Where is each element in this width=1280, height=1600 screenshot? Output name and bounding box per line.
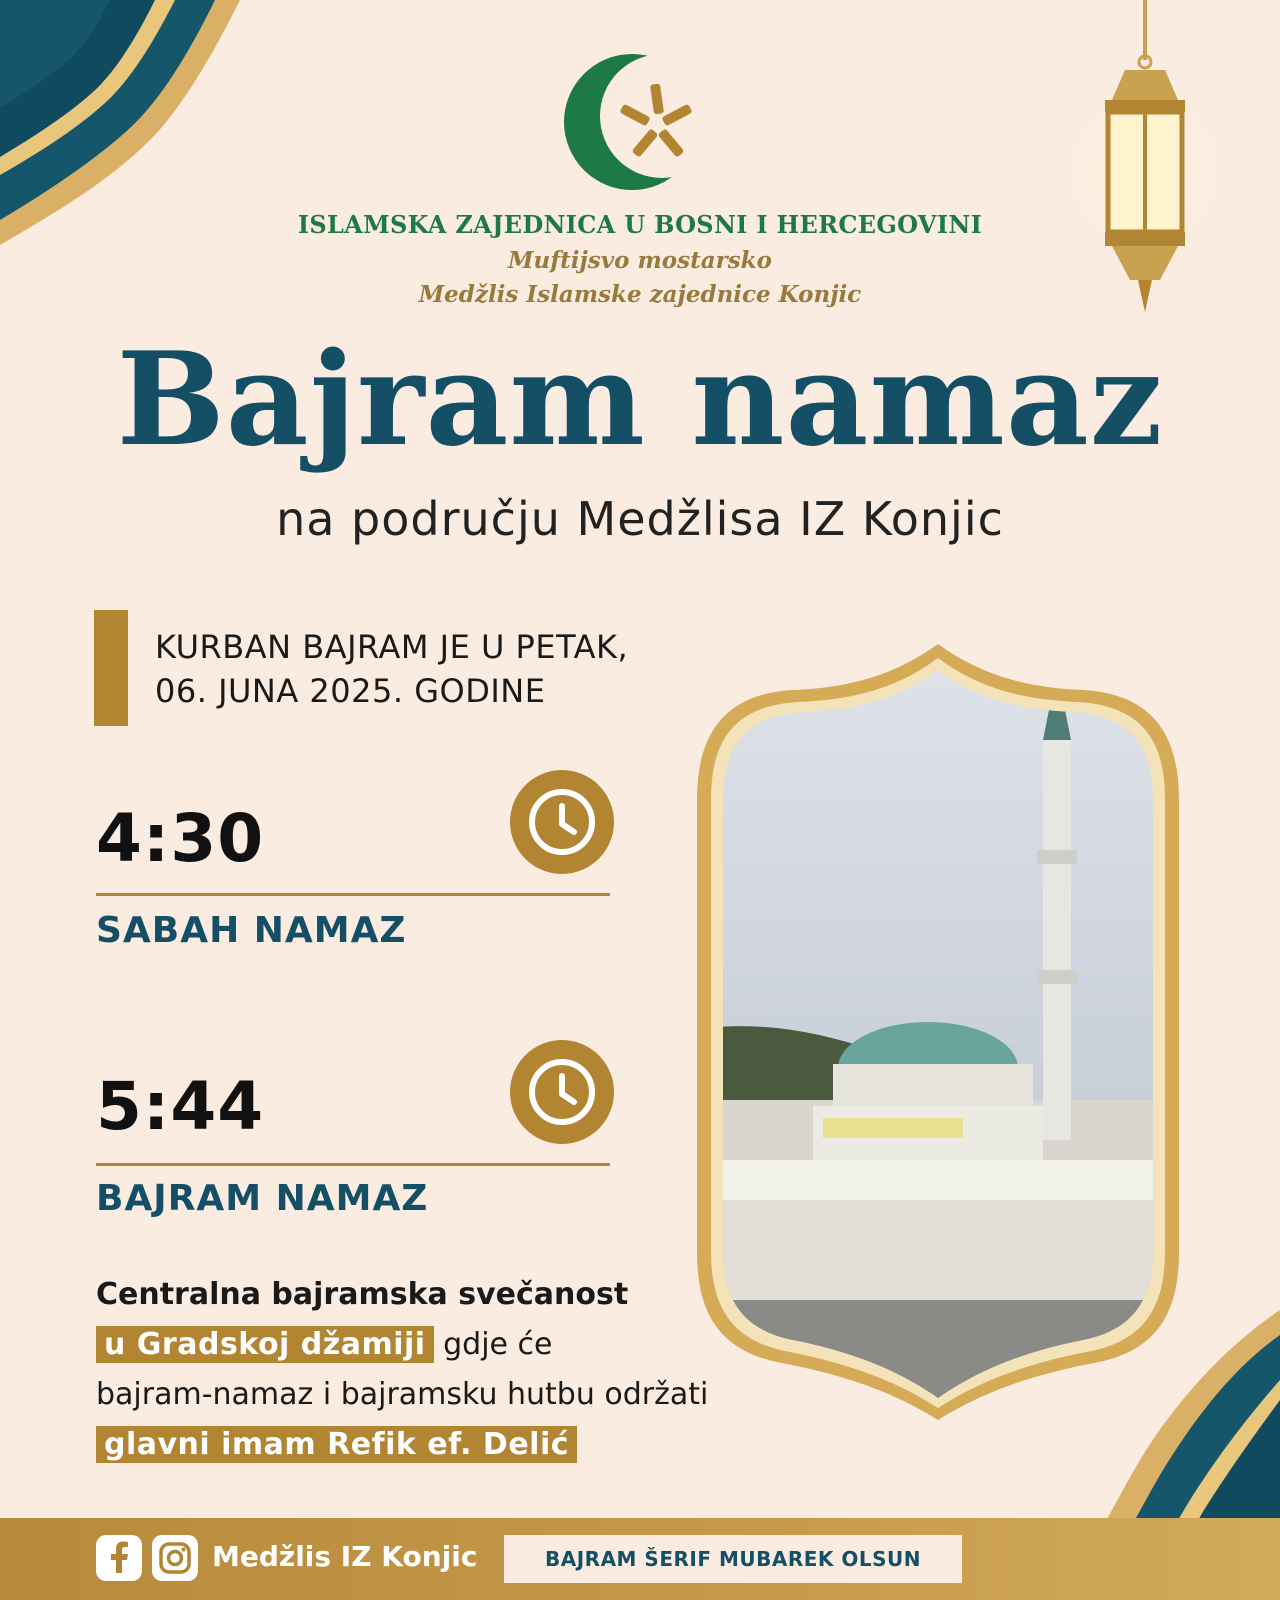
bajram-label: BAJRAM NAMAZ [96, 1178, 429, 1219]
sub-org-medzlis: Medžlis Islamske zajednice Konjic [418, 281, 862, 308]
bajram-time: 5:44 [96, 1068, 265, 1145]
crescent-star-icon [560, 50, 710, 195]
facebook-icon[interactable] [96, 1535, 142, 1581]
description-line-1: Centralna bajramska svečanost [96, 1277, 629, 1312]
highlight-location: u Gradskoj džamiji [96, 1326, 434, 1363]
description-line-2: gdje će [433, 1327, 553, 1362]
org-name: ISLAMSKA ZAJEDNICA U BOSNI I HERCEGOVINI [297, 210, 983, 239]
sabah-time: 4:30 [96, 800, 265, 877]
sabah-label: SABAH NAMAZ [96, 910, 407, 951]
page-title: Bajram namaz [116, 325, 1164, 475]
date-accent-bar [94, 610, 128, 726]
greeting-badge: BAJRAM ŠERIF MUBAREK OLSUN [504, 1535, 962, 1583]
clock-icon [510, 770, 614, 874]
clock-icon [510, 1040, 614, 1144]
description-line-3: bajram-namaz i bajramsku hutbu održati [96, 1377, 709, 1412]
social-handle[interactable]: Medžlis IZ Konjic [212, 1540, 478, 1573]
highlight-imam: glavni imam Refik ef. Delić [96, 1426, 577, 1463]
sub-org-mufti: Muftijsvo mostarsko [508, 247, 772, 274]
instagram-icon[interactable] [152, 1535, 198, 1581]
divider [96, 893, 610, 896]
date-line-1: KURBAN BAJRAM JE U PETAK, [155, 628, 629, 666]
mosque-photo [693, 640, 1183, 1420]
page-subtitle: na području Medžlisa IZ Konjic [276, 492, 1004, 546]
divider [96, 1163, 610, 1166]
date-line-2: 06. JUNA 2025. GODINE [155, 672, 546, 710]
